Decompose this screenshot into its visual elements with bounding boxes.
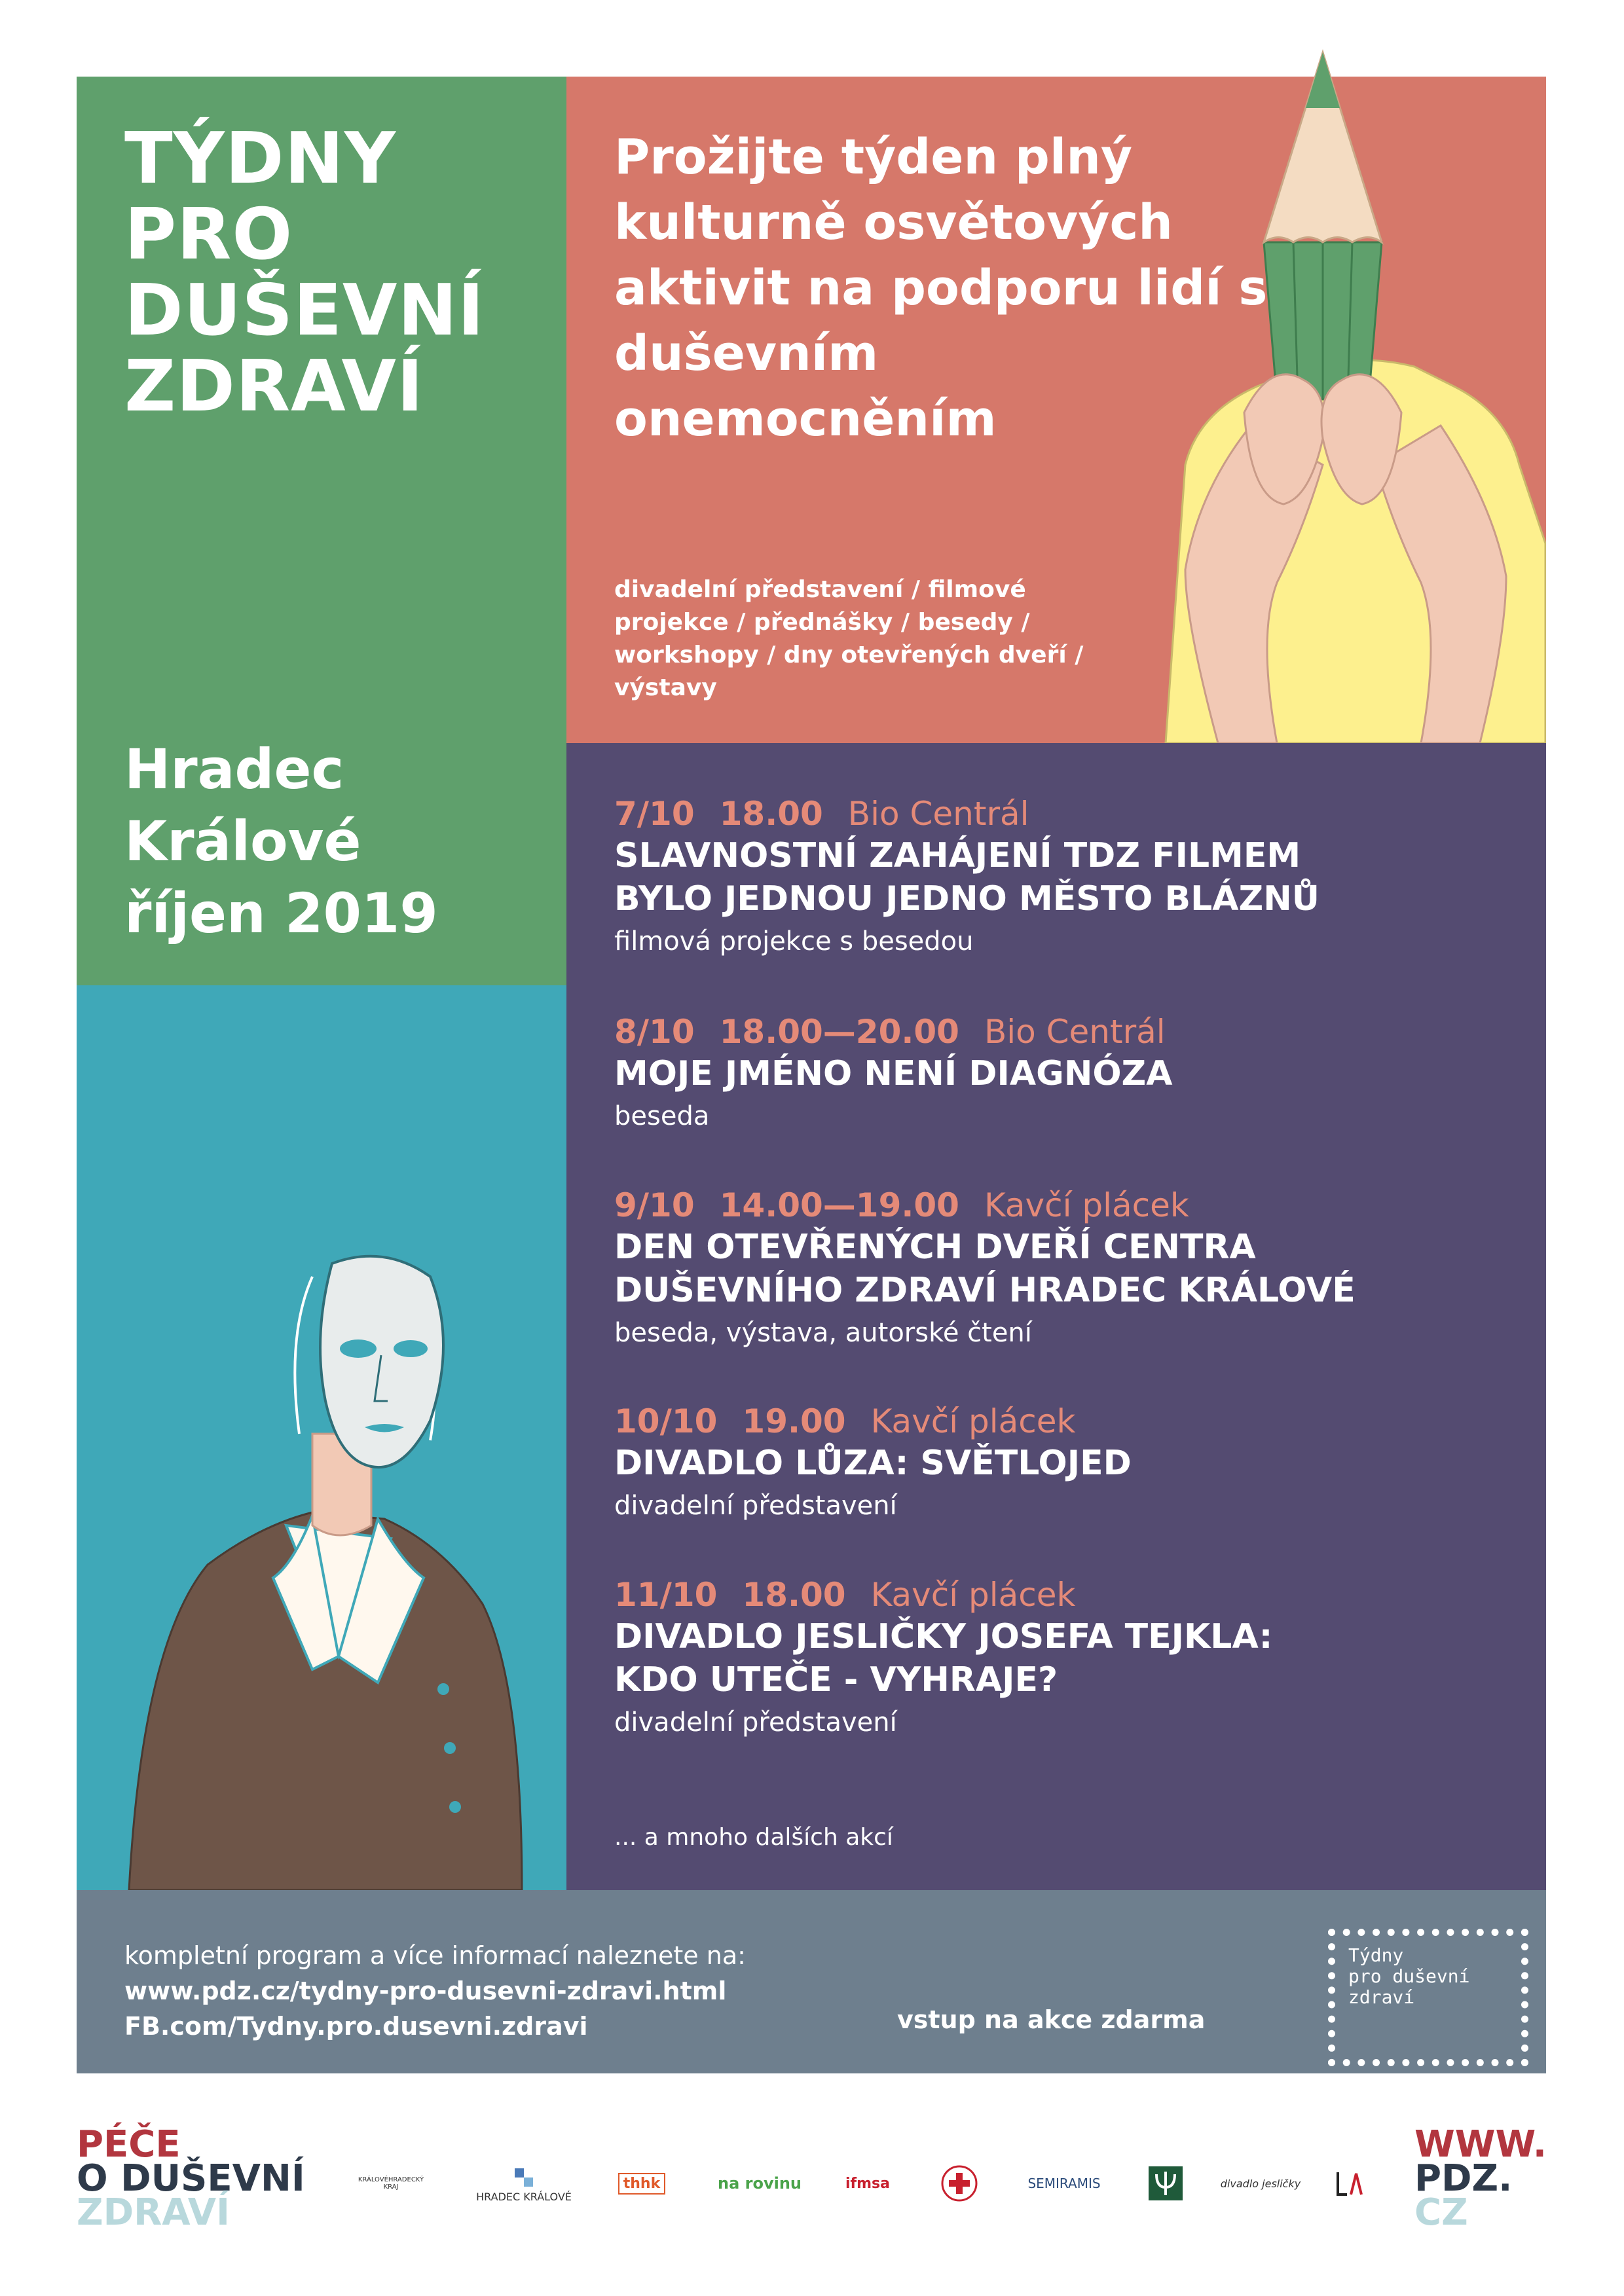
activities-list: divadelní představení / filmové projekce / přednášky / besedy / workshopy / dny otevřených dveří / výstavy bbox=[614, 576, 1084, 701]
pdz-logo bbox=[77, 2123, 305, 2234]
event-meta bbox=[614, 1011, 1518, 1052]
partner-logo-kraj bbox=[357, 2154, 422, 2213]
event-item bbox=[614, 793, 1518, 960]
event-date: 8/10 bbox=[614, 1013, 695, 1051]
partner-logo-hk bbox=[471, 2154, 576, 2213]
hk-icon bbox=[511, 2164, 537, 2191]
event-name-line: BYLO JEDNOU JEDNO MĚSTO BLÁZNŮ bbox=[614, 879, 1320, 919]
logo-line: Týdny bbox=[1348, 1944, 1404, 1966]
event-date: 11/10 bbox=[614, 1576, 718, 1614]
event-name-line: SLAVNOSTNÍ ZAHÁJENÍ TDZ FILMEM bbox=[614, 836, 1301, 875]
event-item bbox=[614, 1575, 1518, 1741]
event-item bbox=[614, 1185, 1518, 1351]
partner-logo-semiramis bbox=[1018, 2154, 1110, 2213]
partner-label: KRÁLOVÉHRADECKÝ KRAJ bbox=[358, 2176, 424, 2191]
partner-logo-luza bbox=[1329, 2154, 1369, 2213]
event-type: divadelní představení bbox=[614, 1491, 897, 1521]
www-logo-line: CZ bbox=[1414, 2191, 1468, 2234]
event-meta bbox=[614, 793, 1518, 834]
event-name bbox=[614, 1615, 1518, 1702]
event-meta bbox=[614, 1401, 1518, 1442]
facebook-link[interactable]: FB.com/Tydny.pro.dusevni.zdravi bbox=[124, 2012, 588, 2041]
partner-logo-ifmsa bbox=[838, 2154, 897, 2213]
event-place: Bio Centrál bbox=[984, 1013, 1166, 1051]
title-line: DUŠEVNÍ bbox=[124, 270, 485, 352]
partner-label: ifmsa bbox=[845, 2175, 890, 2192]
partner-label: divadlo jesličky bbox=[1220, 2177, 1301, 2190]
website-link[interactable]: www.pdz.cz/tydny-pro-dusevni-zdravi.html bbox=[124, 1977, 727, 2005]
event-place: Kavčí plácek bbox=[984, 1186, 1189, 1224]
event-date: 10/10 bbox=[614, 1402, 718, 1440]
free-entry-note: vstup na akce zdarma bbox=[897, 2005, 1206, 2034]
partner-label: SEMIRAMIS bbox=[1027, 2176, 1101, 2191]
event-time: 19.00 bbox=[742, 1402, 846, 1440]
event-name-line: DEN OTEVŘENÝCH DVEŘÍ CENTRA bbox=[614, 1228, 1256, 1267]
event-meta bbox=[614, 1575, 1518, 1615]
info-text: kompletní program a více informací naleznete na: bbox=[124, 1941, 746, 1970]
event-name bbox=[614, 1052, 1518, 1095]
pdz-logo-line: O DUŠEVNÍ bbox=[77, 2157, 305, 2200]
event-name bbox=[614, 1442, 1518, 1485]
city-line: Králové bbox=[124, 809, 361, 873]
partner-logo-psi bbox=[1143, 2154, 1189, 2213]
event-type: divadelní představení bbox=[614, 1707, 897, 1738]
date-line: říjen 2019 bbox=[124, 881, 438, 945]
event-place: Kavčí plácek bbox=[870, 1576, 1076, 1614]
headline: Prožijte týden plný kulturně osvětových aktivit na podporu lidí s duševním onemocněním bbox=[614, 129, 1268, 447]
partner-logo-thhk bbox=[606, 2154, 678, 2213]
logo-line: pro duševní bbox=[1348, 1965, 1470, 1987]
event-place: Kavčí plácek bbox=[870, 1402, 1076, 1440]
event-title bbox=[124, 118, 485, 428]
event-place: Bio Centrál bbox=[847, 795, 1029, 833]
pdz-logo-line: PÉČE bbox=[77, 2123, 181, 2166]
www-pdz-logo bbox=[1414, 2123, 1547, 2234]
luza-icon bbox=[1333, 2167, 1365, 2200]
title-line: TÝDNY bbox=[124, 118, 397, 200]
www-logo-line: PDZ. bbox=[1414, 2157, 1513, 2200]
footer-info bbox=[124, 1938, 746, 2044]
event-name-line: DUŠEVNÍHO ZDRAVÍ HRADEC KRÁLOVÉ bbox=[614, 1271, 1356, 1310]
event-item bbox=[614, 1011, 1518, 1135]
event-time: 18.00 bbox=[719, 795, 823, 833]
title-line: PRO bbox=[124, 194, 293, 276]
psi-icon bbox=[1147, 2165, 1184, 2202]
www-logo-line: WWW. bbox=[1414, 2123, 1547, 2166]
partner-logo-cross bbox=[936, 2154, 982, 2213]
partner-logo-narovinu bbox=[714, 2154, 805, 2213]
title-line: ZDRAVÍ bbox=[124, 346, 424, 428]
partner-label: HRADEC KRÁLOVÉ bbox=[476, 2190, 572, 2203]
city-line: Hradec bbox=[124, 737, 344, 801]
event-time: 18.00 bbox=[742, 1576, 846, 1614]
logo-line: zdraví bbox=[1348, 1986, 1415, 2008]
event-name bbox=[614, 834, 1518, 920]
event-type: filmová projekce s besedou bbox=[614, 926, 974, 957]
event-name-line: DIVADLO LŮZA: SVĚTLOJED bbox=[614, 1444, 1132, 1483]
event-time: 18.00—20.00 bbox=[719, 1013, 959, 1051]
event-name-line: DIVADLO JESLIČKY JOSEFA TEJKLA: bbox=[614, 1617, 1273, 1656]
tdz-logo bbox=[1328, 1929, 1528, 2066]
event-meta bbox=[614, 1185, 1518, 1226]
event-type: beseda, výstava, autorské čtení bbox=[614, 1318, 1032, 1348]
event-name-line: MOJE JMÉNO NENÍ DIAGNÓZA bbox=[614, 1054, 1173, 1093]
location-date bbox=[124, 733, 438, 949]
event-date: 7/10 bbox=[614, 795, 695, 833]
more-events-note: ... a mnoho dalších akcí bbox=[614, 1824, 893, 1851]
event-date: 9/10 bbox=[614, 1186, 695, 1224]
partner-label: na rovinu bbox=[717, 2174, 802, 2193]
partner-logo-divadlo bbox=[1218, 2154, 1303, 2213]
cross-icon bbox=[940, 2164, 979, 2203]
event-name-line: KDO UTEČE - VYHRAJE? bbox=[614, 1660, 1058, 1700]
masked-woman-illustration bbox=[77, 1237, 566, 1890]
pdz-logo-line: ZDRAVÍ bbox=[77, 2191, 230, 2234]
event-type: beseda bbox=[614, 1101, 710, 1131]
event-time: 14.00—19.00 bbox=[719, 1186, 959, 1224]
event-name bbox=[614, 1226, 1518, 1312]
partner-label: thhk bbox=[618, 2173, 665, 2195]
event-item bbox=[614, 1401, 1518, 1524]
